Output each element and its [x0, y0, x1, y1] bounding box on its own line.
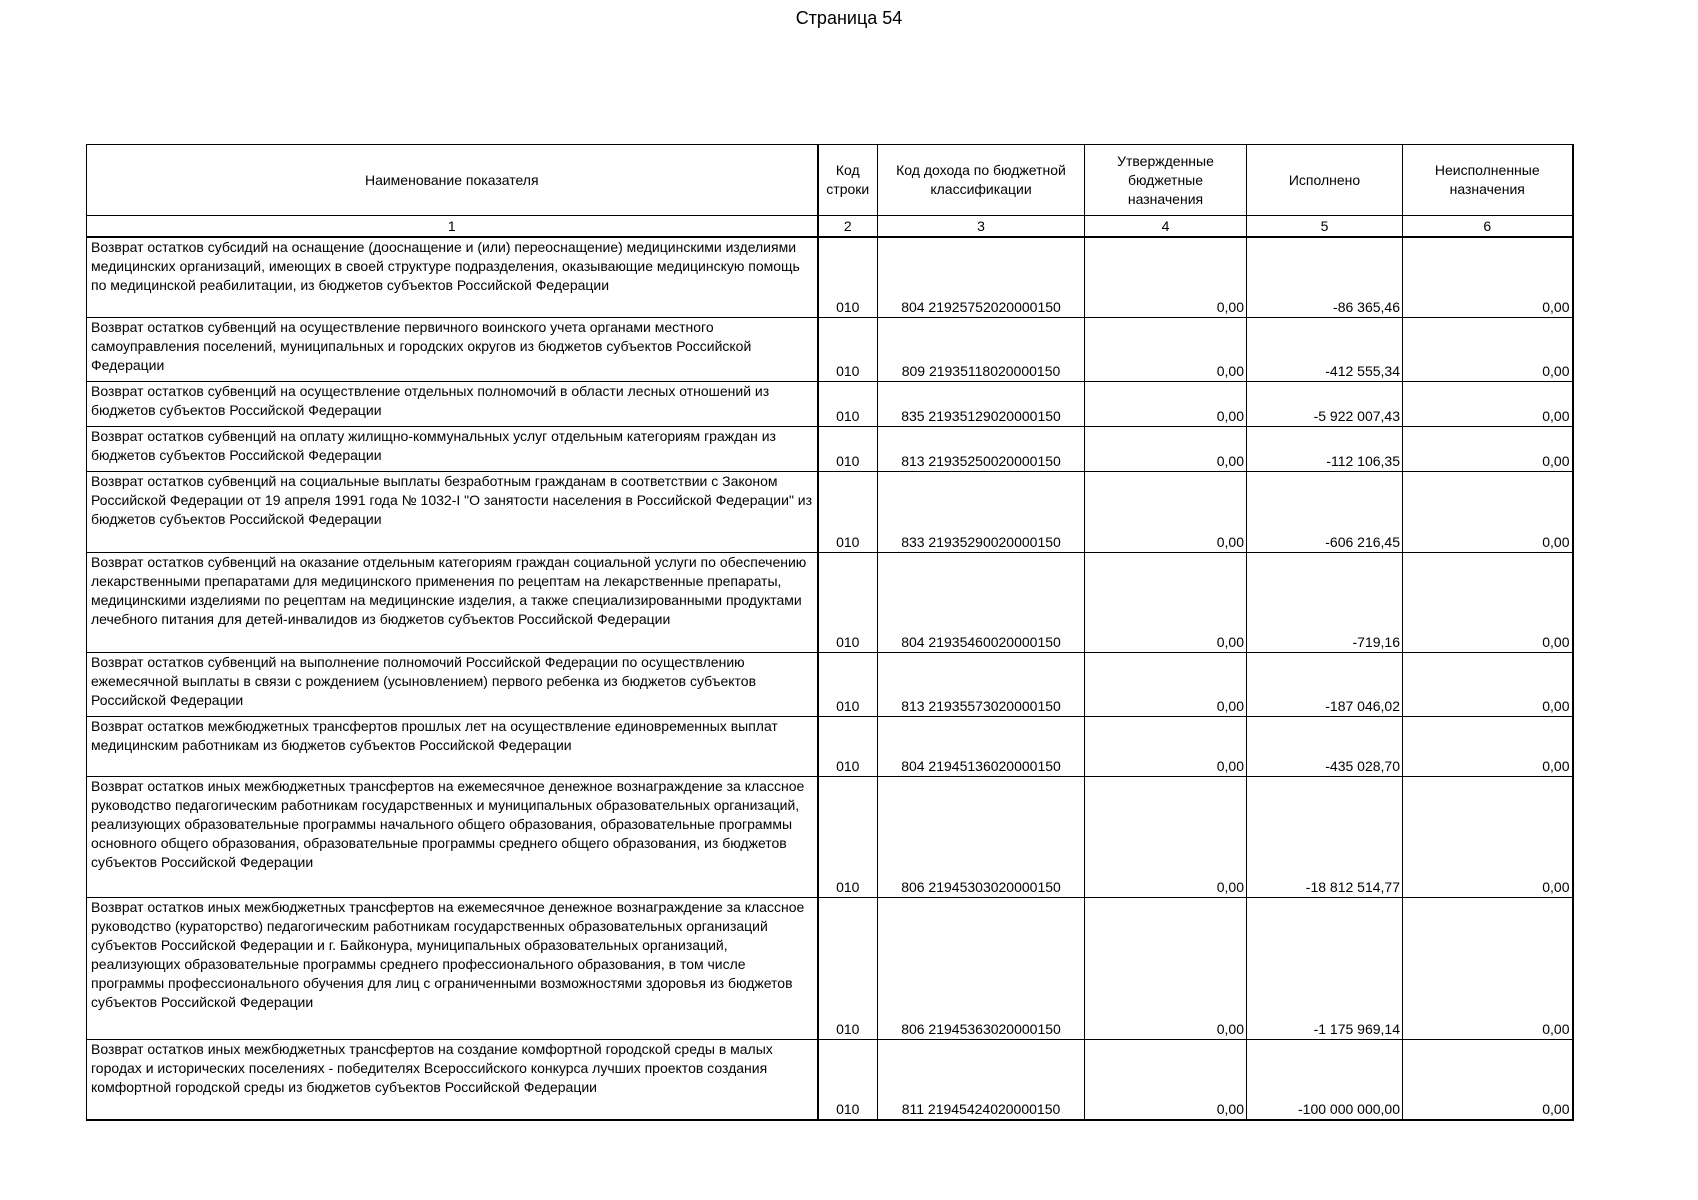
header-executed: Исполнено: [1247, 145, 1403, 216]
row-executed: -86 365,46: [1247, 237, 1403, 317]
row-line-code: 010: [818, 552, 878, 652]
row-line-code: 010: [818, 716, 878, 776]
row-executed: -412 555,34: [1247, 317, 1403, 381]
row-executed: -1 175 969,14: [1247, 897, 1403, 1039]
row-name: Возврат остатков субвенций на оказание отдельным категориям граждан социальной услуги по обеспечению лекарственными препаратами для медицинского применения по рецептам на лекарственные препараты, медицинскими изделиями по рецептам на медицинские изделия, а также специализированными продуктами лечебного питания для детей-инвалидов из бюджетов субъектов Российской Федерации: [87, 552, 818, 652]
column-number: 2: [818, 216, 878, 238]
row-approved: 0,00: [1085, 426, 1247, 471]
row-executed: -435 028,70: [1247, 716, 1403, 776]
row-line-code: 010: [818, 776, 878, 897]
row-approved: 0,00: [1085, 897, 1247, 1039]
row-unexecuted: 0,00: [1403, 652, 1573, 716]
row-approved: 0,00: [1085, 652, 1247, 716]
row-unexecuted: 0,00: [1403, 552, 1573, 652]
header-unexecuted: Неисполненные назначения: [1403, 145, 1573, 216]
row-executed: -719,16: [1247, 552, 1403, 652]
row-unexecuted: 0,00: [1403, 897, 1573, 1039]
row-line-code: 010: [818, 237, 878, 317]
row-income-code: 813 21935573020000150: [878, 652, 1085, 716]
row-approved: 0,00: [1085, 237, 1247, 317]
page-title: Страница 54: [795, 8, 903, 28]
header-income-code: Код дохода по бюджетной классификации: [878, 145, 1085, 216]
row-income-code: 809 21935118020000150: [878, 317, 1085, 381]
table-row: [87, 426, 1573, 471]
column-number: 3: [878, 216, 1085, 238]
column-number: 6: [1403, 216, 1573, 238]
table-row: [87, 1039, 1573, 1120]
row-unexecuted: 0,00: [1403, 1039, 1573, 1120]
row-name: Возврат остатков субсидий на оснащение (дооснащение и (или) переоснащение) медицинскими изделиями медицинских организаций, имеющих в своей структуре подразделения, оказывающие медицинскую помощь по медицинской реабилитации, из бюджетов субъектов Российской Федерации: [87, 237, 818, 317]
table-row: [87, 552, 1573, 652]
row-income-code: 804 21945136020000150: [878, 716, 1085, 776]
table-row: [87, 776, 1573, 897]
row-income-code: 806 21945303020000150: [878, 776, 1085, 897]
row-executed: -606 216,45: [1247, 471, 1403, 552]
table-row: [87, 381, 1573, 426]
row-unexecuted: 0,00: [1403, 426, 1573, 471]
row-executed: -18 812 514,77: [1247, 776, 1403, 897]
row-name: Возврат остатков субвенций на осуществление первичного воинского учета органами местного самоуправления поселений, муниципальных и городских округов из бюджетов субъектов Российской Федерации: [87, 317, 818, 381]
column-number: 5: [1247, 216, 1403, 238]
row-name: Возврат остатков иных межбюджетных трансфертов на ежемесячное денежное вознаграждение за классное руководство (кураторство) педагогическим работникам государственных образовательных организаций субъектов Российской Федерации и г. Байконура, муниципальных образовательных организаций, реализующих образовательные программы среднего профессионального образования, в том числе программы профессионального обучения для лиц с ограниченными возможностями здоровья из бюджетов субъектов Российской Федерации: [87, 897, 818, 1039]
row-unexecuted: 0,00: [1403, 776, 1573, 897]
table-row: [87, 471, 1573, 552]
row-name: Возврат остатков иных межбюджетных трансфертов на ежемесячное денежное вознаграждение за классное руководство педагогическим работникам государственных и муниципальных образовательных организаций, реализующих образовательные программы начального общего образования, образовательные программы основного общего образования, образовательные программы среднего общего образования, из бюджетов субъектов Российской Федерации: [87, 776, 818, 897]
header-line-code: Код строки: [818, 145, 878, 216]
row-line-code: 010: [818, 317, 878, 381]
row-executed: -100 000 000,00: [1247, 1039, 1403, 1120]
row-name: Возврат остатков субвенций на выполнение полномочий Российской Федерации по осуществлению ежемесячной выплаты в связи с рождением (усыновлением) первого ребенка из бюджетов субъектов Российской Федерации: [87, 652, 818, 716]
row-executed: -5 922 007,43: [1247, 381, 1403, 426]
row-line-code: 010: [818, 471, 878, 552]
table-row: [87, 652, 1573, 716]
row-approved: 0,00: [1085, 716, 1247, 776]
row-unexecuted: 0,00: [1403, 716, 1573, 776]
row-approved: 0,00: [1085, 1039, 1247, 1120]
column-number: 4: [1085, 216, 1247, 238]
row-income-code: 806 21945363020000150: [878, 897, 1085, 1039]
row-name: Возврат остатков субвенций на оплату жилищно-коммунальных услуг отдельным категориям граждан из бюджетов субъектов Российской Федерации: [87, 426, 818, 471]
row-approved: 0,00: [1085, 776, 1247, 897]
header-row: [87, 145, 1573, 216]
row-income-code: 804 21925752020000150: [878, 237, 1085, 317]
row-name: Возврат остатков межбюджетных трансфертов прошлых лет на осуществление единовременных выплат медицинским работникам из бюджетов субъектов Российской Федерации: [87, 716, 818, 776]
table-row: [87, 237, 1573, 317]
row-approved: 0,00: [1085, 317, 1247, 381]
header-name: Наименование показателя: [87, 145, 818, 216]
row-executed: -112 106,35: [1247, 426, 1403, 471]
row-approved: 0,00: [1085, 471, 1247, 552]
row-line-code: 010: [818, 897, 878, 1039]
row-name: Возврат остатков субвенций на осуществление отдельных полномочий в области лесных отношений из бюджетов субъектов Российской Федерации: [87, 381, 818, 426]
table-row: [87, 317, 1573, 381]
header-approved: Утвержденные бюджетные назначения: [1085, 145, 1247, 216]
table-row: [87, 716, 1573, 776]
row-approved: 0,00: [1085, 552, 1247, 652]
row-income-code: 804 21935460020000150: [878, 552, 1085, 652]
budget-report-table: [86, 144, 1574, 1121]
row-approved: 0,00: [1085, 381, 1247, 426]
column-number: 1: [87, 216, 818, 238]
row-line-code: 010: [818, 1039, 878, 1120]
row-unexecuted: 0,00: [1403, 381, 1573, 426]
row-name: Возврат остатков иных межбюджетных трансфертов на создание комфортной городской среды в малых городах и исторических поселениях - победителях Всероссийского конкурса лучших проектов создания комфортной городской среды из бюджетов субъектов Российской Федерации: [87, 1039, 818, 1120]
row-unexecuted: 0,00: [1403, 471, 1573, 552]
table-row: [87, 897, 1573, 1039]
row-line-code: 010: [818, 426, 878, 471]
row-unexecuted: 0,00: [1403, 317, 1573, 381]
row-line-code: 010: [818, 652, 878, 716]
row-line-code: 010: [818, 381, 878, 426]
row-income-code: 813 21935250020000150: [878, 426, 1085, 471]
column-number-row: [87, 216, 1573, 238]
row-income-code: 835 21935129020000150: [878, 381, 1085, 426]
row-income-code: 833 21935290020000150: [878, 471, 1085, 552]
row-unexecuted: 0,00: [1403, 237, 1573, 317]
row-name: Возврат остатков субвенций на социальные выплаты безработным гражданам в соответствии с Законом Российской Федерации от 19 апреля 1991 года № 1032-I "О занятости населения в Российской Федерации" из бюджетов субъектов Российской Федерации: [87, 471, 818, 552]
row-executed: -187 046,02: [1247, 652, 1403, 716]
row-income-code: 811 21945424020000150: [878, 1039, 1085, 1120]
